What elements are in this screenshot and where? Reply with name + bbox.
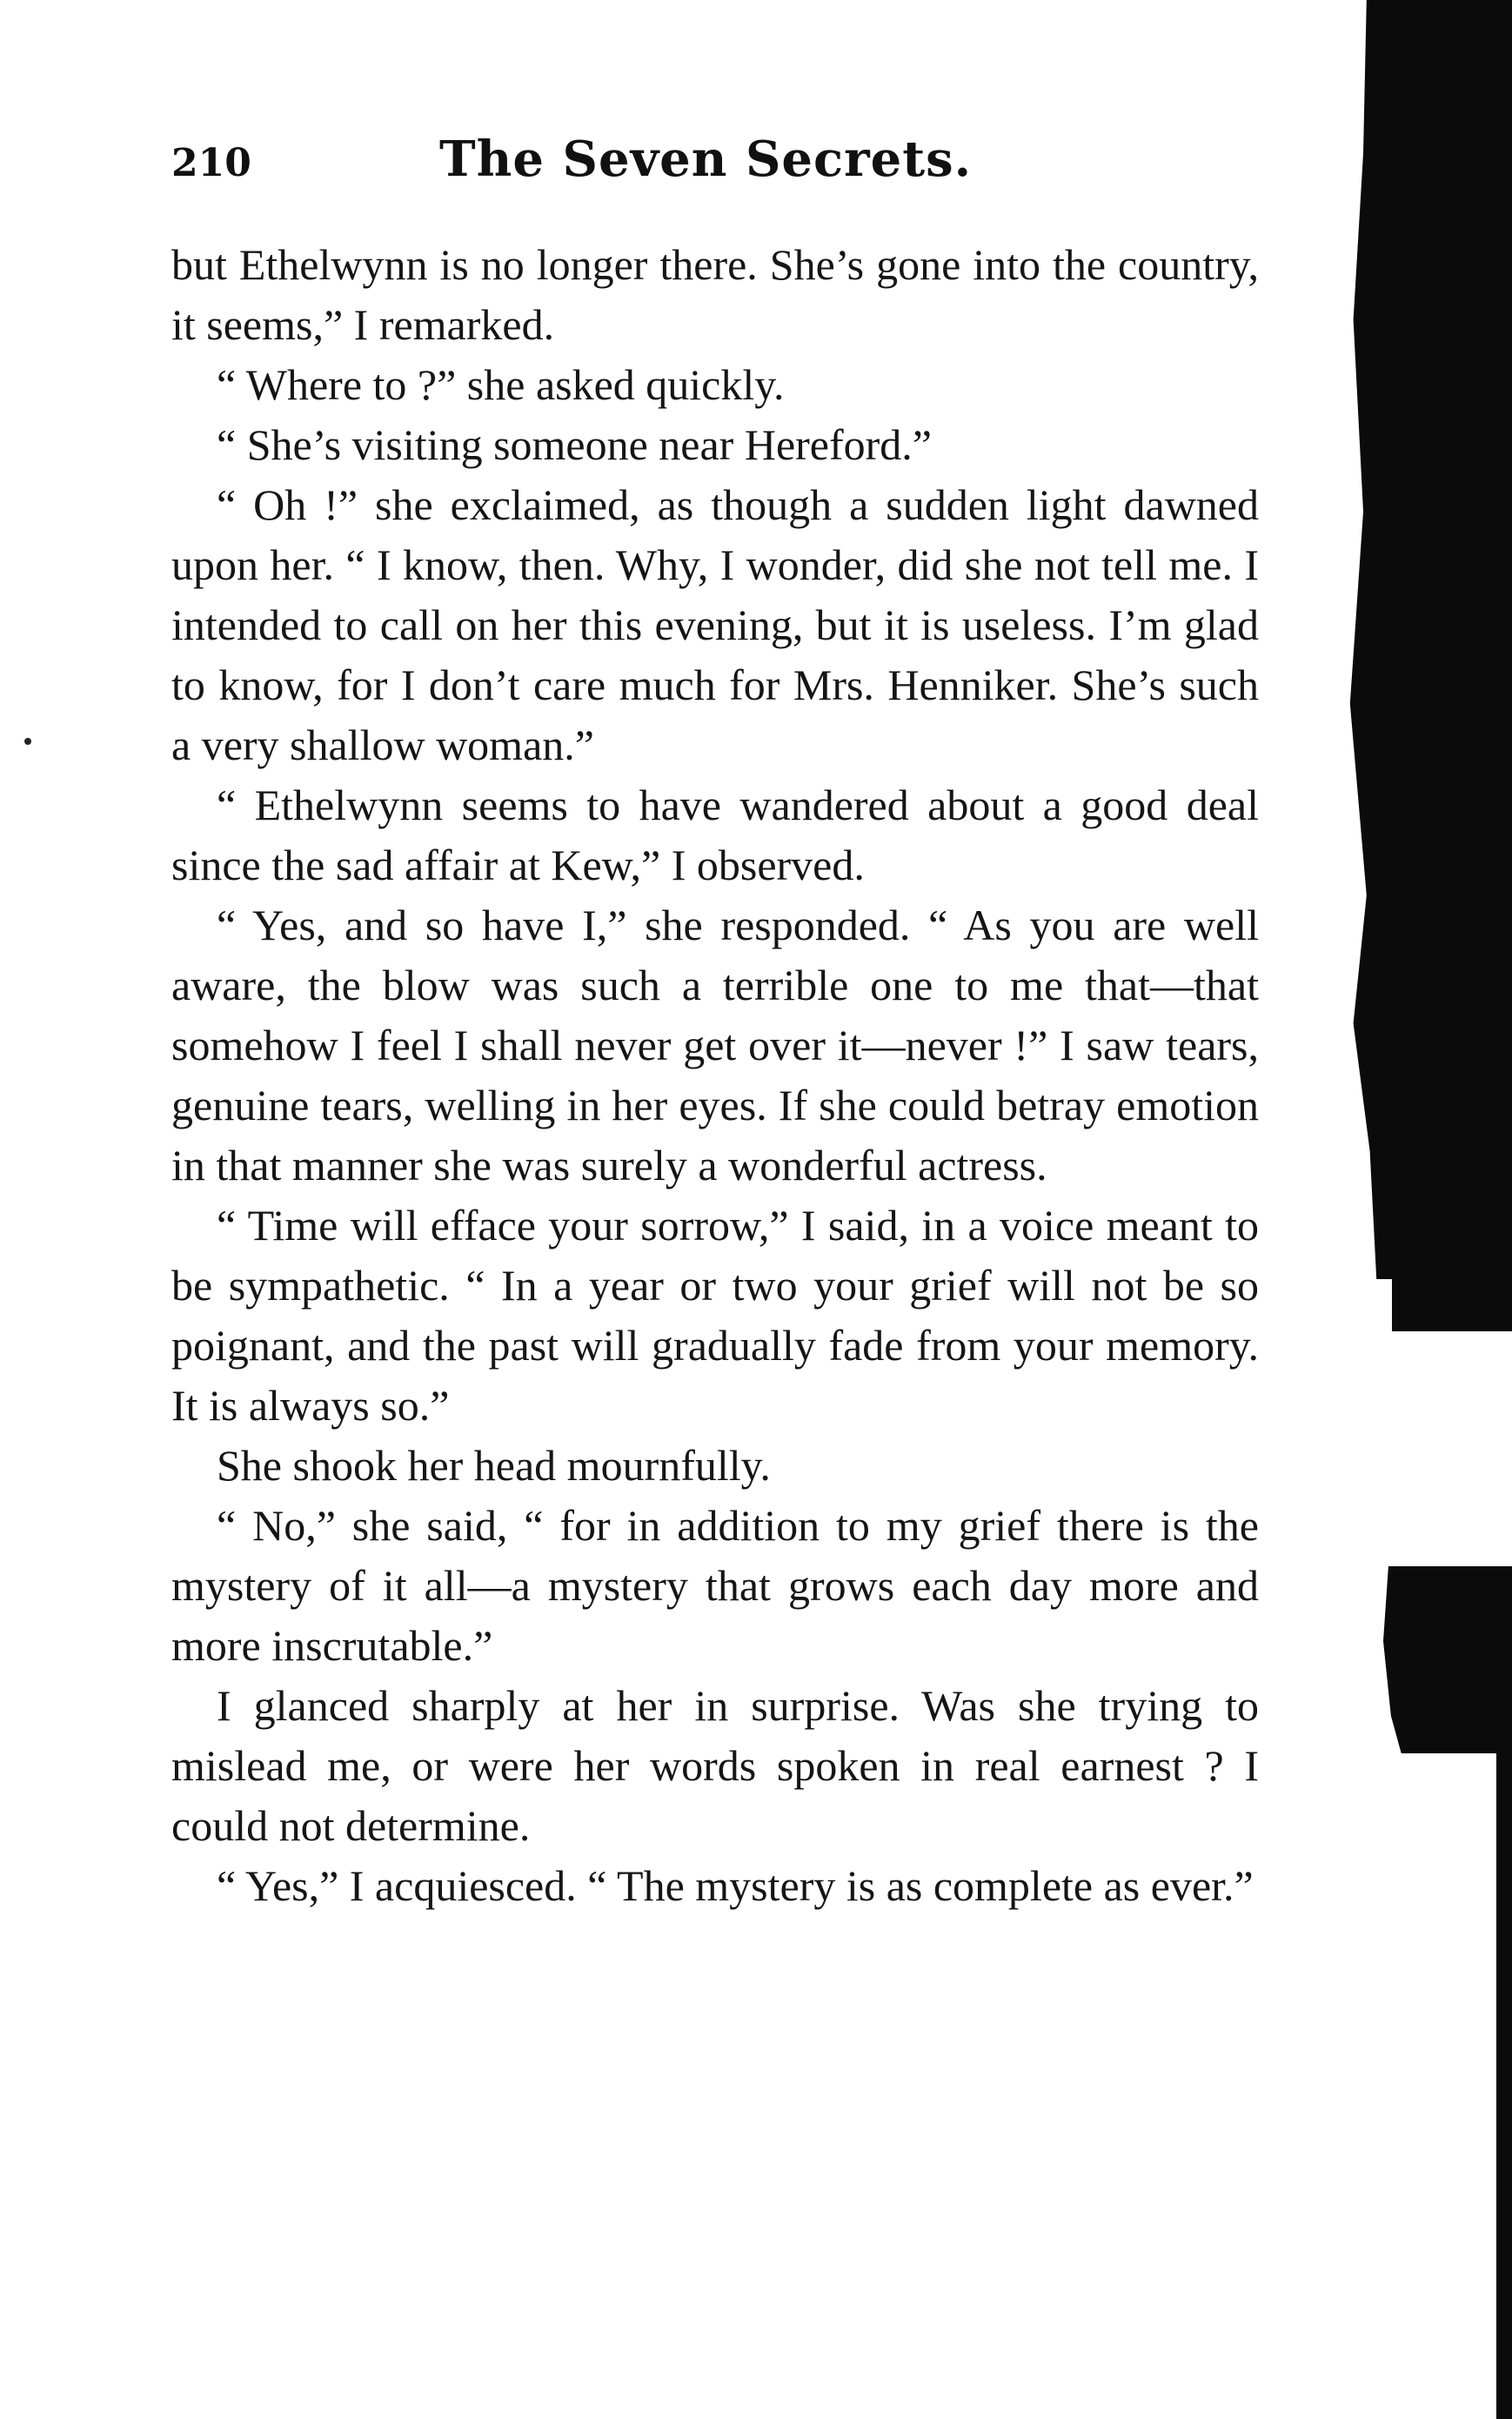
paragraph: “ She’s visiting someone near Hereford.” (217, 420, 932, 469)
paragraph: “ Time will efface your sorrow,” I said, in a voice meant to be sympathetic. “ In a year or two your grief will not be so poignant, and the past will gradually fade from your memory. It is always so.” (171, 1201, 1259, 1430)
paragraph: I glanced sharply at her in surprise. Was she trying to mislead me, or were her words spoken in real earnest ? I could not determine. (171, 1681, 1259, 1850)
page-header (171, 131, 1259, 209)
paragraph: “ No,” she said, “ for in addition to my grief there is the mystery of it all—a mystery that grows each day more and more inscrutable.” (171, 1501, 1259, 1670)
paragraph: but Ethelwynn is no longer there. She’s gone into the country, it seems,” I remarked. (171, 240, 1259, 349)
paragraph: “ Ethelwynn seems to have wandered about a good deal since the sad affair at Kew,” I observed. (171, 781, 1259, 889)
paragraph: “ Yes, and so have I,” she responded. “ As you are well aware, the blow was such a terrible one to me that—that somehow I feel I shall never get over it—never !” I saw tears, genuine tears, welling in her eyes. If she could betray emotion in that manner she was surely a wonderful actress. (171, 901, 1259, 1189)
running-title: The Seven Secrets. (439, 131, 973, 188)
scan-edge-shadow (1347, 0, 1512, 1279)
paragraph: She shook her head mournfully. (217, 1441, 771, 1490)
scan-edge-shadow (1392, 1279, 1512, 1331)
page-number: 210 (171, 141, 251, 185)
paragraph: “ Where to ?” she asked quickly. (217, 360, 785, 409)
scan-edge-shadow (1496, 1753, 1512, 2419)
body-text (171, 235, 1259, 1916)
paragraph: “ Oh !” she exclaimed, as though a sudden light dawned upon her. “ I know, then. Why, I wonder, did she not tell me. I intended to call on her this evening, but it is useless. I’m glad to know, for I don’t care much for Mrs. Henniker. She’s such a very shallow woman.” (171, 480, 1259, 769)
scan-speck (24, 738, 31, 745)
scan-edge-shadow (1383, 1566, 1512, 1753)
paragraph: “ Yes,” I acquiesced. “ The mystery is as complete as ever.” (217, 1861, 1254, 1910)
